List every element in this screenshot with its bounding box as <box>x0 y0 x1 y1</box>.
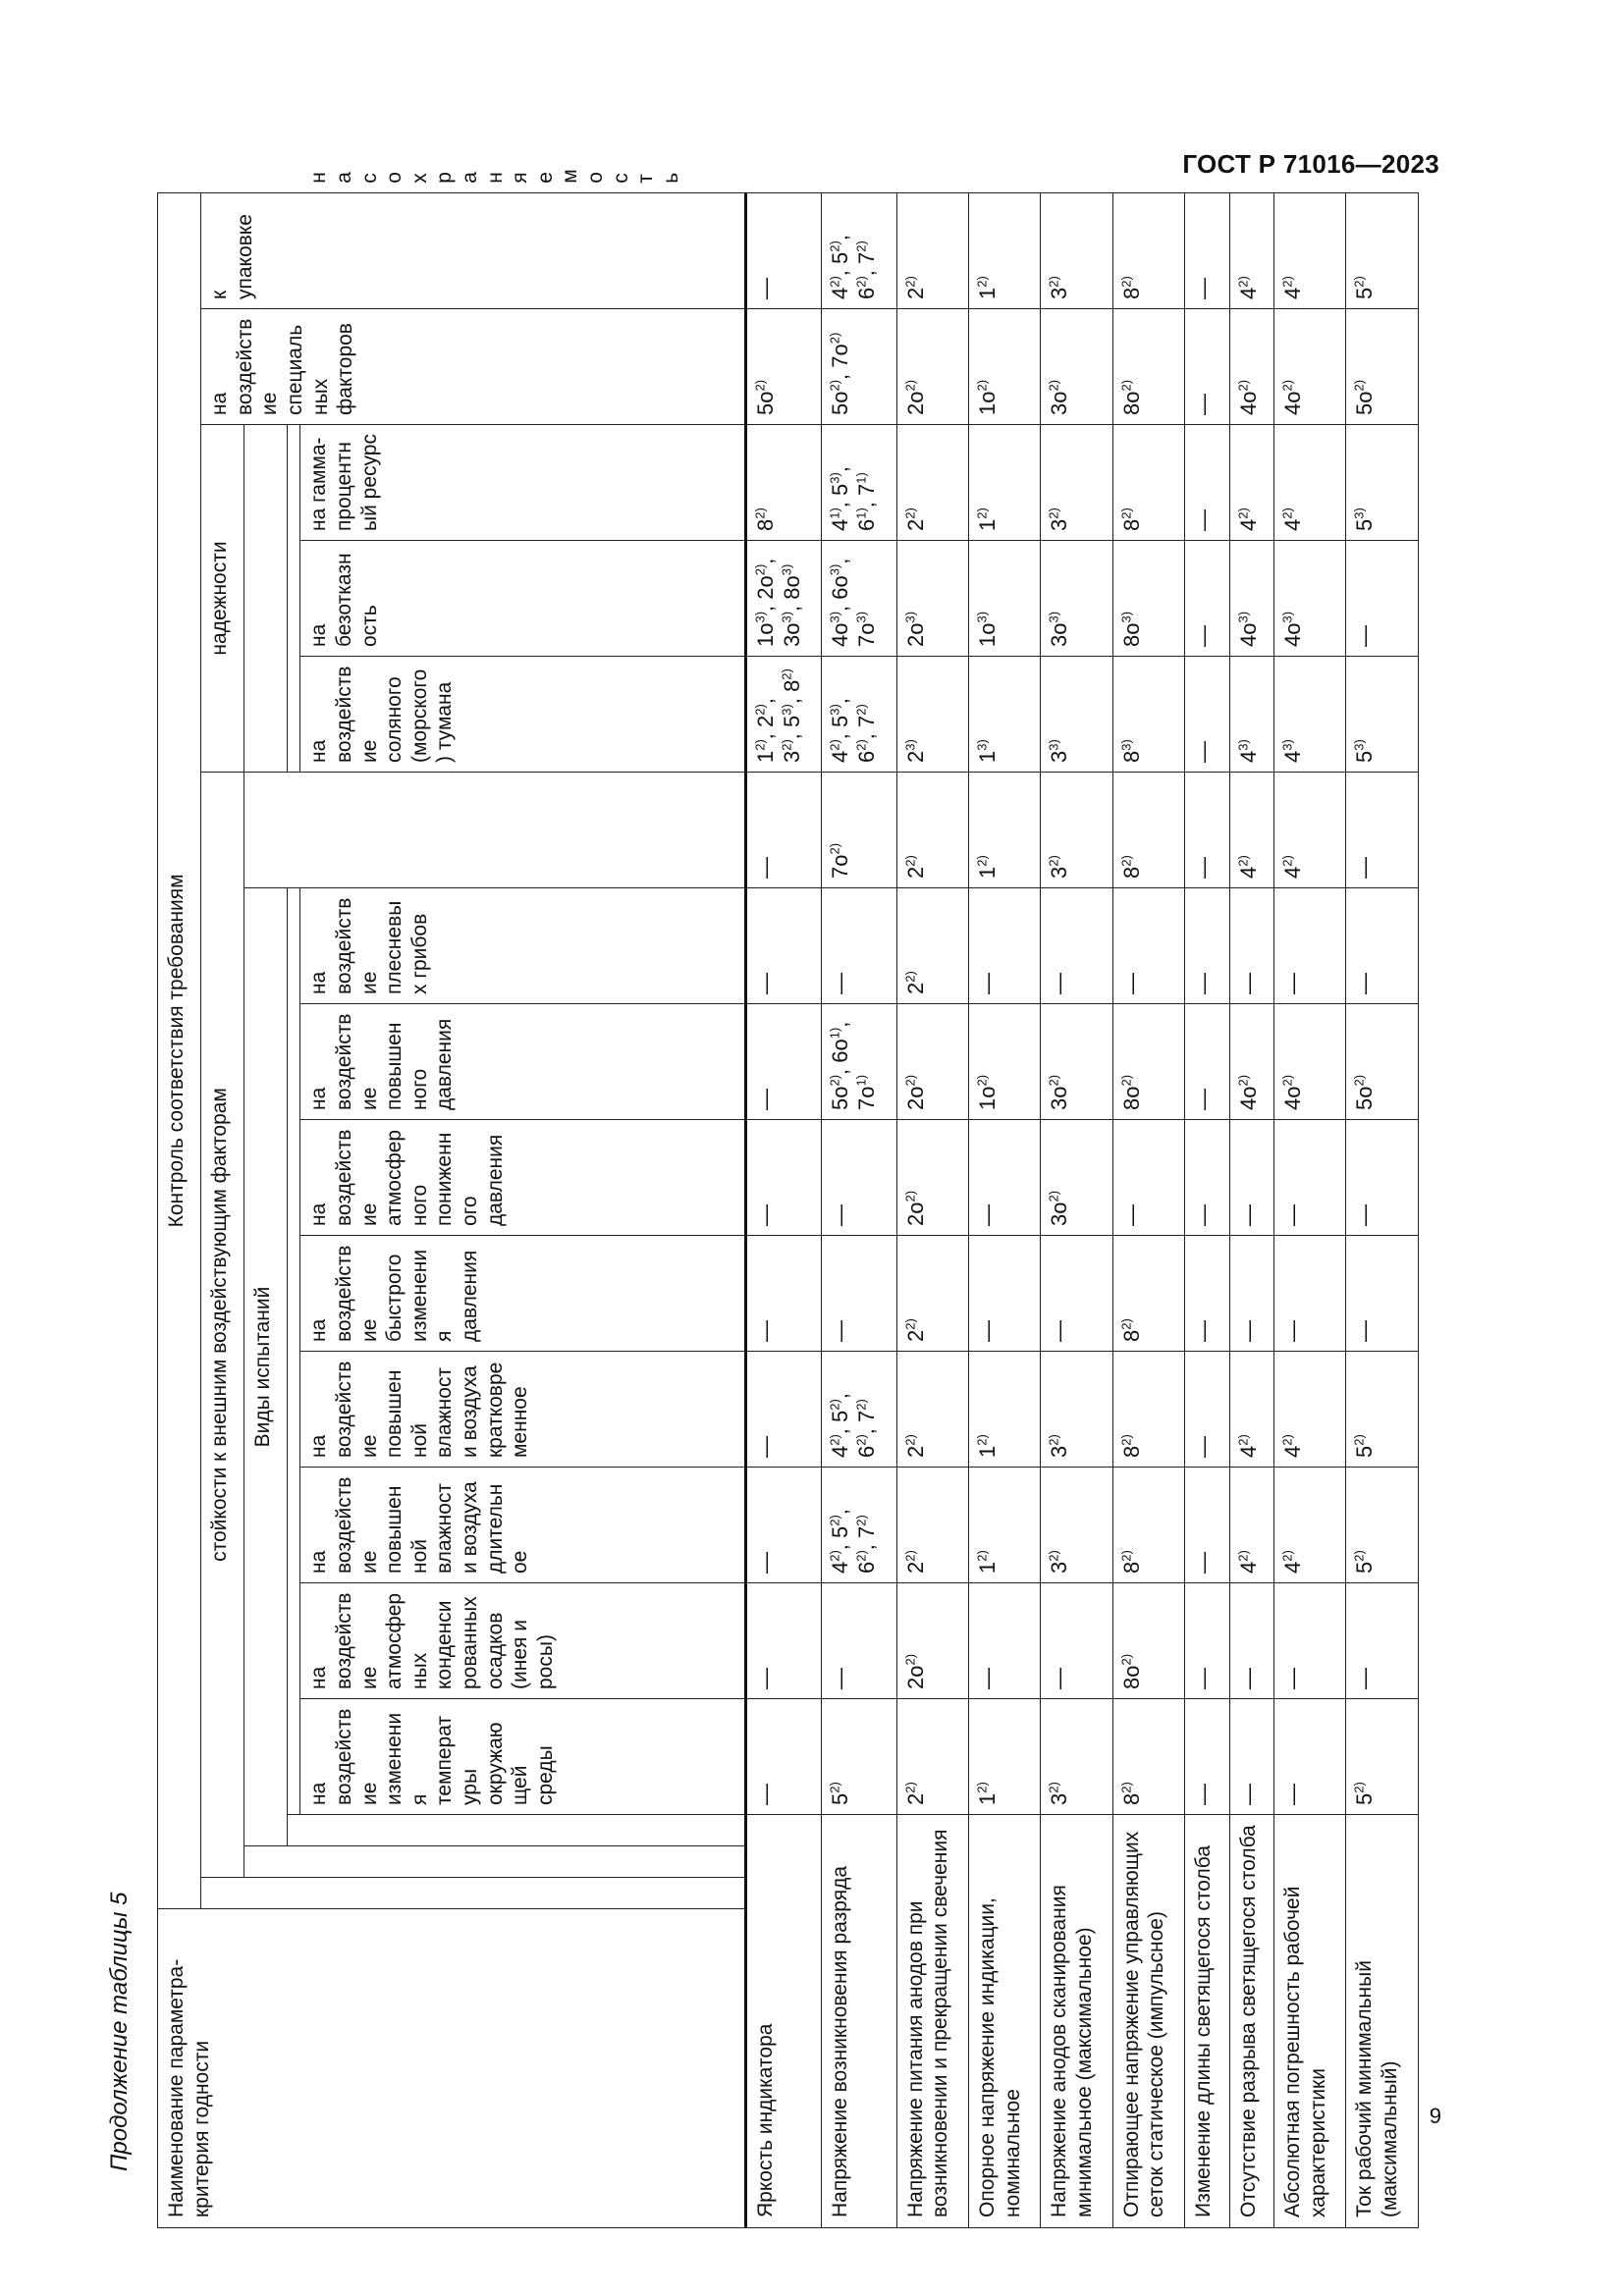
table-cell: 1$^{2)}$ <box>968 773 1040 888</box>
test-types-header: Виды испытаний <box>244 888 288 1846</box>
requirements-table <box>157 169 1419 2228</box>
table-cell: 8$^{2)}$ <box>1112 773 1184 888</box>
table-row <box>1185 192 1230 2227</box>
table-cell: — <box>1229 1699 1274 1815</box>
table-cell: — <box>1346 773 1419 888</box>
rotated-table-container <box>157 169 1419 2228</box>
header-spacer <box>244 1846 746 1878</box>
table-cell: — <box>1346 541 1419 657</box>
table-cell: $8о^{3)}$ <box>1112 541 1184 657</box>
table-cell: — <box>746 192 822 308</box>
table-cell: — <box>1274 1699 1346 1815</box>
table-cell: 4$^{2)}$, 5$^{2)}$, 6$^{2)}$, 7$^{2)}$ <box>822 1468 896 1583</box>
table-row <box>1274 192 1346 2227</box>
table-cell: — <box>1229 1236 1274 1352</box>
table-cell: — <box>1185 888 1230 1004</box>
table-cell: $5о^{2)}$, $6о^{1)}$, $7о^{1)}$ <box>822 1004 896 1120</box>
table-cell: $5о^{2)}$, $7о^{2)}$ <box>822 309 896 425</box>
row-parameter-name: Напряжение анодов сканирования минимальное (максимальное) <box>1041 1815 1112 2228</box>
table-cell: $1о^{2)}$ <box>968 1004 1040 1120</box>
table-caption: Продолжение таблицы 5 <box>106 1892 133 2171</box>
table-cell: — <box>1185 309 1230 425</box>
table-cell: — <box>1185 192 1230 308</box>
table-cell: 3$^{2)}$ <box>1041 773 1112 888</box>
table-row <box>968 192 1040 2227</box>
table-cell: 5$^{2)}$ <box>1346 192 1419 308</box>
header-row-group <box>158 192 201 2227</box>
table-cell: 2$^{2)}$ <box>896 1352 968 1468</box>
column-header: на воздействие быстрого изменения давления <box>300 1236 746 1352</box>
table-cell: — <box>1274 1583 1346 1699</box>
table-cell: — <box>1112 888 1184 1004</box>
table-cell: $5о^{2)}$ <box>1346 309 1419 425</box>
table-cell: 2$^{2)}$ <box>896 1236 968 1352</box>
header-row-columns: на воздействие изменения температуры окружающей среды на воздействие атмосферных конденсированных осадков (инея и росы) на воздействие повышенной влажности воздуха длительное на воздействие повышенной влажности воздуха кратковременное на воздействие быстрого изменения давления на воздействие атмосферного пониженного давления на воздействие повышенного давления на воздействие плесневых грибов на воздействие соляного (морского) тумана на безотказность на гамма-процентный ресурс на сохраняемость <box>300 192 746 2227</box>
control-group-header: Контроль соответствия требованиям <box>158 192 201 1908</box>
table-cell: — <box>968 888 1040 1004</box>
table-cell: — <box>746 1004 822 1120</box>
table-cell: 3$^{2)}$ <box>1041 192 1112 308</box>
table-cell: 4$^{2)}$, 5$^{2)}$, 6$^{2)}$, 7$^{2)}$ <box>822 1352 896 1468</box>
row-parameter-name: Отсутствие разрыва светящегося столба <box>1229 1815 1274 2228</box>
table-row <box>746 192 822 2227</box>
table-cell: $8о^{2)}$ <box>1112 309 1184 425</box>
table-cell: — <box>1346 888 1419 1004</box>
table-cell: — <box>1185 425 1230 541</box>
table-cell: 4$^{2)}$ <box>1229 1468 1274 1583</box>
table-cell: 4$^{2)}$, 5$^{3)}$, 6$^{2)}$, 7$^{2)}$ <box>822 657 896 773</box>
table-cell: — <box>1041 888 1112 1004</box>
table-cell: 8$^{2)}$ <box>1112 1352 1184 1468</box>
table-cell: — <box>1274 1120 1346 1236</box>
table-cell: — <box>1346 1120 1419 1236</box>
page-number: 9 <box>1429 2104 1441 2128</box>
table-cell: 8$^{2)}$ <box>1112 425 1184 541</box>
column-header: на воздействие соляного (морского) тумана <box>300 657 746 773</box>
table-cell: 2$^{2)}$ <box>896 425 968 541</box>
table-cell: $3о^{2)}$ <box>1041 1120 1112 1236</box>
row-parameter-name: Опорное напряжение индикации, номинальное <box>968 1815 1040 2228</box>
table-cell: 2$^{2)}$ <box>896 1468 968 1583</box>
table-cell: 5$^{2)}$ <box>1346 1468 1419 1583</box>
table-cell: 3$^{2)}$ <box>1041 1699 1112 1815</box>
table-cell: $2о^{2)}$ <box>896 1583 968 1699</box>
table-cell: $5о^{2)}$ <box>746 309 822 425</box>
table-cell: 1$^{2)}$ <box>968 1468 1040 1583</box>
table-cell: — <box>1112 1120 1184 1236</box>
table-cell: — <box>1229 1583 1274 1699</box>
table-cell: 8$^{3)}$ <box>1112 657 1184 773</box>
row-parameter-name: Напряжение возникновения разряда <box>822 1815 896 2228</box>
table-cell: $2о^{2)}$ <box>896 309 968 425</box>
table-cell: — <box>822 1583 896 1699</box>
row-parameter-name: Изменение длины светящегося столба <box>1185 1815 1230 2228</box>
reliability-subheader-blank <box>244 425 288 773</box>
table-cell: 2$^{3)}$ <box>896 657 968 773</box>
table-cell: — <box>1185 657 1230 773</box>
name-column-header: Наименование параметра-критерия годности <box>158 1909 746 2228</box>
table-cell: 4$^{2)}$ <box>1274 425 1346 541</box>
table-cell: $7о^{2)}$ <box>822 773 896 888</box>
table-cell: — <box>1185 1583 1230 1699</box>
column-header-packaging: к упаковке <box>201 192 746 308</box>
standard-designation: ГОСТ Р 71016—2023 <box>1182 149 1439 179</box>
row-parameter-name: Отпирающее напряжение управляющих сеток статическое (импульсное) <box>1112 1815 1184 2228</box>
table-cell: — <box>822 1236 896 1352</box>
table-cell: — <box>746 1352 822 1468</box>
table-cell: 8$^{2)}$ <box>1112 1468 1184 1583</box>
table-cell: 3$^{2)}$ <box>1041 1468 1112 1583</box>
table-cell: 4$^{2)}$ <box>1274 192 1346 308</box>
reliability-header: надежности <box>201 425 244 773</box>
column-header: на воздействие повышенной влажности воздуха длительное <box>300 1468 746 1583</box>
table-cell: 2$^{2)}$ <box>896 773 968 888</box>
table-cell: 4$^{3)}$ <box>1274 657 1346 773</box>
table-cell: $4о^{2)}$ <box>1274 1004 1346 1120</box>
column-header: на воздействие изменения температуры окружающей среды <box>300 1699 746 1815</box>
external-factors-header: стойкости к внешним воздействующим факторам <box>201 773 244 1878</box>
table-cell: 1$^{2)}$ <box>968 1699 1040 1815</box>
table-cell: — <box>1229 1120 1274 1236</box>
column-header: на воздействие повышенной влажности воздуха кратковременное <box>300 1352 746 1468</box>
column-header: на безотказность <box>300 541 746 657</box>
table-cell: 5$^{2)}$ <box>822 1699 896 1815</box>
column-header: на воздействие повышенного давления <box>300 1004 746 1120</box>
table-cell: 5$^{2)}$ <box>1346 1699 1419 1815</box>
column-header-special-factors: на воздействие специальных факторов <box>201 309 746 425</box>
table-cell: $1о^{3)}$ <box>968 541 1040 657</box>
table-cell: — <box>1185 1468 1230 1583</box>
table-cell: $4о^{2)}$ <box>1229 309 1274 425</box>
row-parameter-name: Ток рабочий минимальный (максимальный) <box>1346 1815 1419 2228</box>
table-cell: 4$^{2)}$ <box>1274 773 1346 888</box>
table-cell: 8$^{2)}$ <box>1112 1236 1184 1352</box>
table-cell: 5$^{2)}$ <box>1346 1352 1419 1468</box>
table-cell: $4о^{2)}$ <box>1274 309 1346 425</box>
table-cell: — <box>1185 1120 1230 1236</box>
table-cell: $4о^{3)}$, $6о^{3)}$, $7о^{3)}$ <box>822 541 896 657</box>
table-cell: 4$^{2)}$ <box>1274 1468 1346 1583</box>
table-cell: — <box>1346 1583 1419 1699</box>
table-cell: — <box>968 1583 1040 1699</box>
table-cell: 2$^{2)}$ <box>896 888 968 1004</box>
table-cell: 5$^{3)}$ <box>1346 657 1419 773</box>
column-header: на воздействие атмосферных конденсированных осадков (инея и росы) <box>300 1583 746 1699</box>
table-cell: — <box>746 888 822 1004</box>
table-cell: 2$^{2)}$ <box>896 1699 968 1815</box>
table-cell: $4о^{2)}$ <box>1229 1004 1274 1120</box>
table-row <box>1229 192 1274 2227</box>
table-cell: $8о^{2)}$ <box>1112 1583 1184 1699</box>
table-cell: 8$^{2)}$ <box>1112 192 1184 308</box>
table-cell: $8о^{2)}$ <box>1112 1004 1184 1120</box>
table-cell: — <box>1274 1236 1346 1352</box>
row-parameter-name: Напряжение питания анодов при возникновении и прекращении свечения <box>896 1815 968 2228</box>
table-row <box>896 192 968 2227</box>
table-cell: 1$^{2)}$ <box>968 192 1040 308</box>
table-cell: — <box>822 888 896 1004</box>
table-cell: — <box>1185 1236 1230 1352</box>
table-cell: $1о^{3)}$, $2о^{2)}$, $3о^{3)}$, $8о^{3)}$ <box>746 541 822 657</box>
table-cell: $4о^{3)}$ <box>1229 541 1274 657</box>
table-cell: — <box>1041 1236 1112 1352</box>
header-spacer <box>201 1878 746 1909</box>
table-cell: 3$^{3)}$ <box>1041 657 1112 773</box>
table-cell: — <box>746 1699 822 1815</box>
table-cell: 8$^{2)}$ <box>746 425 822 541</box>
table-cell: 1$^{2)}$, 2$^{2)}$, 3$^{2)}$, 5$^{3)}$, 8$^{2)}$ <box>746 657 822 773</box>
table-cell: — <box>968 1236 1040 1352</box>
table-cell: — <box>1274 888 1346 1004</box>
table-cell: — <box>1185 1352 1230 1468</box>
table-cell: 1$^{3)}$ <box>968 657 1040 773</box>
table-cell: — <box>1229 888 1274 1004</box>
table-cell: 2$^{2)}$ <box>896 192 968 308</box>
table-cell: 1$^{2)}$ <box>968 425 1040 541</box>
table-cell: 3$^{2)}$ <box>1041 425 1112 541</box>
table-cell: — <box>746 1468 822 1583</box>
table-cell: 4$^{2)}$ <box>1229 192 1274 308</box>
table-row <box>1346 192 1419 2227</box>
table-cell: 4$^{3)}$ <box>1229 657 1274 773</box>
table-cell: 5$^{3)}$ <box>1346 425 1419 541</box>
table-cell: $4о^{3)}$ <box>1274 541 1346 657</box>
table-cell: $2о^{2)}$ <box>896 1004 968 1120</box>
table-cell: — <box>746 1583 822 1699</box>
row-parameter-name: Абсолютная погрешность рабочей характеристики <box>1274 1815 1346 2228</box>
column-header: на воздействие плесневых грибов <box>300 888 746 1004</box>
header-spacer <box>288 1815 746 1846</box>
table-cell: — <box>746 773 822 888</box>
table-cell: 4$^{2)}$ <box>1274 1352 1346 1468</box>
table-cell: $5о^{2)}$ <box>1346 1004 1419 1120</box>
table-cell: $2о^{3)}$ <box>896 541 968 657</box>
table-cell: — <box>1346 1236 1419 1352</box>
table-cell: $2о^{2)}$ <box>896 1120 968 1236</box>
table-cell: $1о^{2)}$ <box>968 309 1040 425</box>
table-cell: — <box>746 1120 822 1236</box>
table-cell: — <box>1185 1699 1230 1815</box>
table-cell: — <box>1185 541 1230 657</box>
table-cell: — <box>746 1236 822 1352</box>
table-cell: — <box>1185 1004 1230 1120</box>
table-cell: 4$^{2)}$, 5$^{2)}$, 6$^{2)}$, 7$^{2)}$ <box>822 192 896 308</box>
table-row <box>1041 192 1112 2227</box>
table-cell: 4$^{1)}$, 5$^{3)}$, 6$^{1)}$, 7$^{1)}$ <box>822 425 896 541</box>
table-cell: $3о^{2)}$ <box>1041 309 1112 425</box>
table-cell: $3о^{2)}$ <box>1041 1004 1112 1120</box>
table-cell: — <box>1185 773 1230 888</box>
table-cell: 4$^{2)}$ <box>1229 773 1274 888</box>
table-cell: — <box>968 1120 1040 1236</box>
header-spacer <box>288 425 300 1815</box>
table-cell: 8$^{2)}$ <box>1112 1699 1184 1815</box>
table-cell: 4$^{2)}$ <box>1229 425 1274 541</box>
table-row <box>1112 192 1184 2227</box>
column-header: на воздействие атмосферного пониженного давления <box>300 1120 746 1236</box>
table-cell: 4$^{2)}$ <box>1229 1352 1274 1468</box>
table-cell: — <box>822 1120 896 1236</box>
table-row <box>822 192 896 2227</box>
header-spacer <box>244 773 746 888</box>
table-cell: — <box>1041 1583 1112 1699</box>
table-cell: $3о^{3)}$ <box>1041 541 1112 657</box>
table-cell: 1$^{2)}$ <box>968 1352 1040 1468</box>
column-header: на гамма-процентный ресурс <box>300 425 746 541</box>
table-cell: 3$^{2)}$ <box>1041 1352 1112 1468</box>
row-parameter-name: Яркость индикатора <box>746 1815 822 2228</box>
